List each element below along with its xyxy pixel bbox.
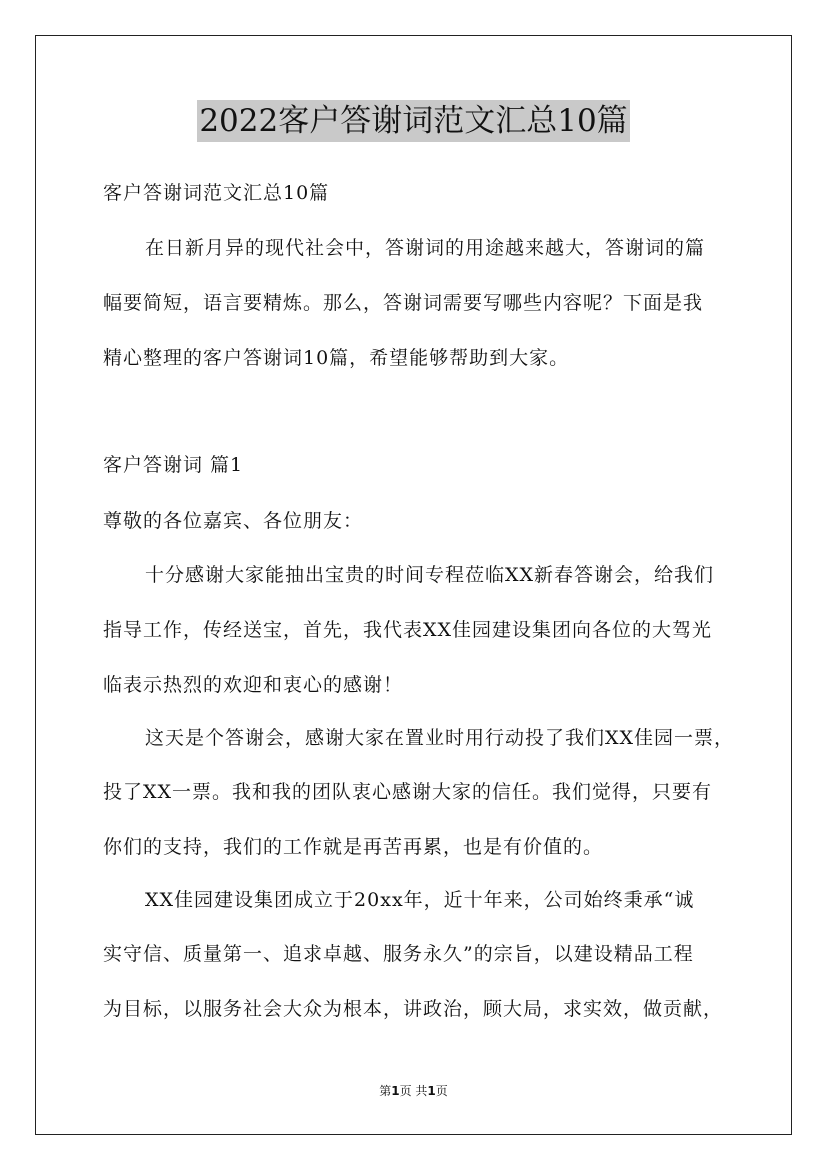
page-footer (0, 1083, 827, 1099)
paragraph-line: 投了XX一票。我和我的团队衷心感谢大家的信任。我们觉得，只要有 (103, 781, 713, 803)
title-container (0, 100, 827, 142)
footer-page-mid: 页 共 (399, 1084, 428, 1098)
footer-page-prefix: 第 (379, 1084, 392, 1098)
paragraph-line: 这天是个答谢会，感谢大家在置业时用行动投了我们XX佳园一票， (145, 727, 735, 749)
paragraph-line: 临表示热烈的欢迎和衷心的感谢！ (103, 674, 404, 696)
paragraph-line: 你们的支持，我们的工作就是再苦再累，也是有价值的。 (103, 836, 604, 858)
document-subtitle: 客户答谢词范文汇总10篇 (103, 182, 330, 204)
paragraph-line: 十分感谢大家能抽出宝贵的时间专程莅临XX新春答谢会，给我们 (145, 564, 715, 586)
footer-page-number: 1 (391, 1084, 400, 1098)
paragraph-line: XX佳园建设集团成立于20xx年，近十年来，公司始终秉承“诚 (145, 889, 695, 911)
document-title: 2022客户答谢词范文汇总10篇 (197, 100, 629, 142)
footer-page-total: 1 (427, 1084, 436, 1098)
footer-page-suffix: 页 (435, 1084, 448, 1098)
intro-line: 幅要简短，语言要精炼。那么，答谢词需要写哪些内容呢？下面是我 (103, 292, 704, 314)
intro-line: 精心整理的客户答谢词10篇，希望能够帮助到大家。 (103, 347, 570, 369)
salutation: 尊敬的各位嘉宾、各位朋友： (103, 510, 364, 532)
paragraph-line: 实守信、质量第一、追求卓越、服务永久”的宗旨，以建设精品工程 (103, 943, 694, 965)
paragraph-line: 指导工作，传经送宝，首先，我代表XX佳园建设集团向各位的大驾光 (103, 619, 713, 641)
paragraph-line: 为目标，以服务社会大众为根本，讲政治，顾大局，求实效，做贡献， (103, 998, 724, 1020)
section-heading: 客户答谢词 篇1 (103, 454, 244, 476)
intro-line: 在日新月异的现代社会中，答谢词的用途越来越大，答谢词的篇 (145, 237, 706, 259)
